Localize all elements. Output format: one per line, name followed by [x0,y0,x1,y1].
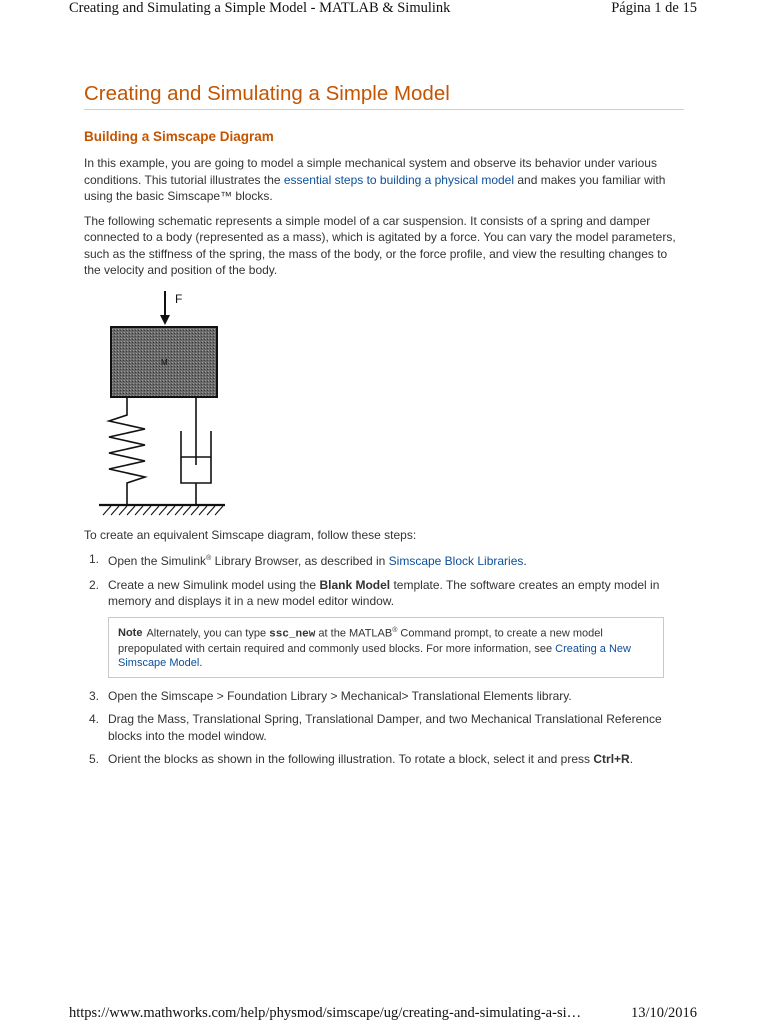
suspension-schematic [97,287,237,527]
header-page-indicator: Página 1 de 15 [611,0,697,16]
schematic-paragraph: The following schematic represents a simple model of a car suspension. It consists of a spring and damper connected to a body (represented as a mass), which is agitated by a force. You can vary the model parameters, such as the stiffness of the spring, the mass of the body, or the force profile, and view the resulting changes to the velocity and position of the body. [84,213,676,277]
step-bold-text: Blank Model [319,577,391,592]
creating-new-simscape-model-link[interactable]: Creating a New Simscape Model [118,642,631,670]
pdf-footer [0,1005,768,1025]
step-text: Orient the blocks as shown in the following illustration. To rotate a block, select it and press [108,752,594,767]
note-text: at the MATLAB [315,627,393,640]
step-text: . [523,554,527,568]
step-text: Create a new Simulink model using the [108,577,320,592]
step-text: template. The software creates an empty model in memory and displays it in a new model editor window. [108,577,660,608]
steps-list-continued [84,688,684,768]
note-label: Note [118,627,143,640]
note-text: Alternately, you can type [146,627,270,640]
page-title: Creating and Simulating a Simple Model [84,82,684,110]
list-item [84,577,684,610]
step-bold-text: Ctrl+R [593,752,630,767]
step-number: 1. [89,552,100,566]
section-heading: Building a Simscape Diagram [84,129,274,144]
list-item [84,688,684,705]
note-box [108,617,664,678]
article-content [84,82,684,775]
ground-hatching [103,506,223,515]
note-text: Command prompt, to create a new model prepopulated with certain required and commonly used blocks. For more information, see [118,627,603,655]
step-number: 5. [89,752,100,767]
intro-paragraph [84,155,684,205]
step-text: Open the Simulink [108,554,207,568]
intro-text-2: and makes you familiar with using the basic Simscape™ blocks. [84,172,666,203]
step-text: Library Browser, as described in [211,554,389,568]
step-number: 4. [89,712,100,727]
suspension-schematic-figure [97,287,237,527]
registered-mark: ® [392,626,398,634]
step-text: Drag the Mass, Translational Spring, Translational Damper, and two Mechanical Translational Reference blocks into the model window. [108,712,662,743]
force-label: F [175,291,183,306]
list-item [84,551,684,570]
steps-intro: To create an equivalent Simscape diagram, follow these steps: [84,527,417,542]
footer-date: 13/10/2016 [630,1005,697,1021]
pdf-header [0,0,768,20]
list-item [84,711,684,744]
step-text: Open the Simscape > Foundation Library > Mechanical> Translational Elements library. [108,688,572,703]
mass-label: M [161,357,168,367]
force-arrow-head [160,315,170,325]
header-doc-title: Creating and Simulating a Simple Model - MATLAB & Simulink [69,0,451,16]
registered-mark: ® [206,555,212,562]
steps-list [84,551,684,610]
footer-url: https://www.mathworks.com/help/physmod/simscape/ug/creating-and-simulating-a-si… [69,1005,582,1021]
simscape-block-libraries-link[interactable]: Simscape Block Libraries [388,554,524,568]
step-text: . [629,752,634,767]
note-code: ssc_new [269,628,316,641]
step-number: 2. [89,577,100,592]
note-text: . [199,657,203,670]
list-item [84,751,684,768]
step-number: 3. [89,688,100,703]
intro-text-1: In this example, you are going to model a simple mechanical system and observe its behavior under various conditions. This tutorial illustrates the [84,156,657,187]
essential-steps-link[interactable]: essential steps to building a physical model [283,172,515,187]
spring [109,397,145,505]
